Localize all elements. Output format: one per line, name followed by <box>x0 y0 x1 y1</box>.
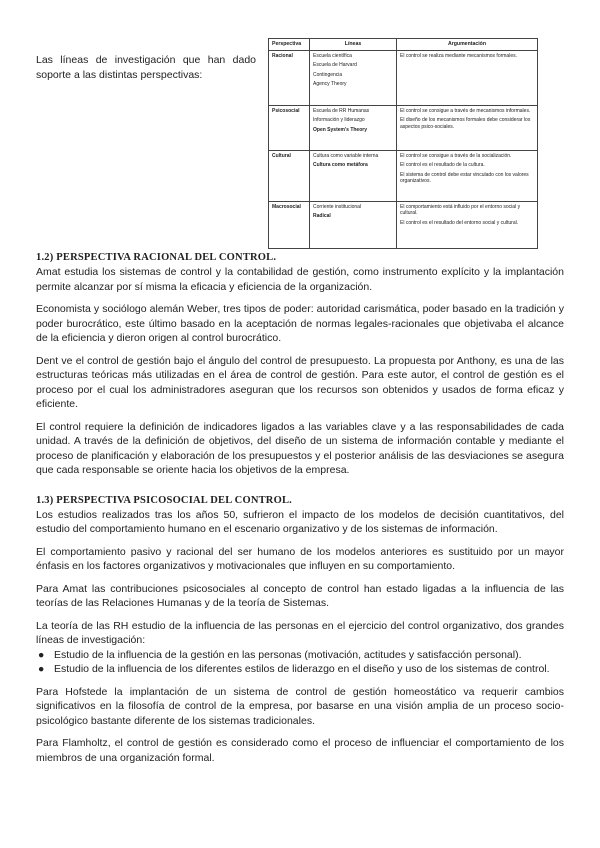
table-header-row <box>269 39 538 51</box>
linea-item: Agency Theory <box>313 81 347 87</box>
cell-lineas <box>310 50 397 105</box>
paragraph: Para Flamholtz, el control de gestión es considerado como el proceso de influenciar el comportamiento de los miembros de una organización formal. <box>36 737 564 764</box>
section-heading-psicosocial: 1.3) PERSPECTIVA PSICOSOCIAL DEL CONTROL. <box>36 494 292 506</box>
intro-text: Las líneas de investigación que han dado soporte a las distintas perspectivas: <box>36 53 256 81</box>
cell-argumentacion <box>397 150 538 201</box>
paragraph: Dent ve el control de gestión bajo el ángulo del control de presupuesto. La propuesta por Anthony, es una de las estructuras teóricas más utilizadas en el área de control de gestión. Para este autor, el control de gestión es el proceso por el cual los administradores aseguran que los recursos son obtenidos y usados de forma eficaz y eficiente. <box>36 354 564 410</box>
cell-argumentacion <box>397 201 538 248</box>
argument-item: El comportamiento está influido por el entorno social y cultural. <box>400 203 521 216</box>
bullet-list <box>36 648 564 677</box>
header-argumentacion: Argumentación <box>397 39 538 51</box>
table-row <box>269 105 538 150</box>
linea-item: Open System's Theory <box>313 126 367 133</box>
bullet-icon: ● <box>38 663 45 675</box>
section-heading-racional: 1.2) PERSPECTIVA RACIONAL DEL CONTROL. <box>36 252 277 263</box>
linea-item: Escuela científica <box>313 52 352 59</box>
linea-item: Cultura como variable interna <box>313 152 379 159</box>
argument-item: El control se consigue a través de mecanismos informales. <box>400 107 531 114</box>
linea-item: Cultura como metáfora <box>313 162 368 168</box>
linea-item: Radical <box>313 213 331 219</box>
cell-perspectiva: Racional <box>269 50 310 105</box>
paragraph: El control requiere la definición de indicadores ligados a las variables clave y a las responsabilidades de cada unidad. A través de la definición de objetivos, del diseño de un sistema de información contable y mediante el proceso de planificación y elaboración de los presupuestos y el posterior análisis de las desviaciones se asegura que cada responsable se oriente hacia los objetivos de la empresa. <box>36 420 564 476</box>
cell-lineas <box>310 201 397 248</box>
header-perspectiva: Perspectiva <box>269 39 310 51</box>
paragraph: Para Amat las contribuciones psicosociales al concepto de control han estado ligadas a la influencia de las teorías de las Relaciones Humanas y de la teoría de Sistemas. <box>36 582 564 609</box>
list-item <box>36 648 564 663</box>
cell-argumentacion <box>397 50 538 105</box>
argument-item: El control se realiza mediante mecanismos formales. <box>400 52 517 59</box>
cell-lineas <box>310 105 397 150</box>
linea-item: Escuela de RR Humanas <box>313 107 370 114</box>
cell-lineas <box>310 150 397 201</box>
paragraph: La teoría de las RH estudio de la influencia de las personas en el ejercicio del control organizativo, dos grandes líneas de investigación: <box>36 619 564 646</box>
research-lines-table <box>268 38 538 249</box>
argument-item: El control es el resultado del entorno social y cultural. <box>400 219 519 226</box>
linea-item: Escuela de Harvard <box>313 62 357 68</box>
paragraph: Amat estudia los sistemas de control y la contabilidad de gestión, como instrumento explícito y la implantación permite alcanzar por sí misma la eficacia y eficiencia de la organización. <box>36 266 564 293</box>
paragraph: El comportamiento pasivo y racional del ser humano de los modelos anteriores es sustituido por un mayor énfasis en los factores organizativos y motivacionales que influyen en su comportamiento. <box>36 545 564 572</box>
argument-item: El diseño de los mecanismos formales debe considerar los aspectos psico-sociales. <box>400 117 531 130</box>
cell-argumentacion <box>397 105 538 150</box>
linea-item: Contingencia <box>313 71 343 78</box>
paragraph: Los estudios realizados tras los años 50, sufrieron el impacto de los modelos de decisión cuantitativos, del estudio del comportamiento humano en el escenario organizativo y de los sistemas de información. <box>36 508 564 535</box>
table-row <box>269 150 538 201</box>
bullet-icon: ● <box>38 648 45 661</box>
list-item-text: Estudio de la influencia de los diferentes estilos de liderazgo en el diseño y uso de los sistemas de control. <box>54 663 550 675</box>
header-lineas: Líneas <box>310 39 397 51</box>
cell-perspectiva: Macrosocial <box>269 201 310 248</box>
table-row <box>269 50 538 105</box>
table-row <box>269 201 538 248</box>
cell-perspectiva: Cultural <box>269 150 310 201</box>
argument-item: El control es el resultado de la cultura. <box>400 162 485 168</box>
paragraph: Economista y sociólogo alemán Weber, tres tipos de poder: autoridad carismática, poder basado en la tradición y poder burocrático, este último basado en la aceptación de normas legales-racionales que objetivaba el alcance de la eficiencia y dieron origen al control burocrático. <box>36 303 564 344</box>
linea-item: Información y liderazgo <box>313 117 365 123</box>
linea-item: Corriente institucional <box>313 203 362 210</box>
paragraph: Para Hofstede la implantación de un sistema de control de gestión homeostático va requerir cambios significativos en la filosofía de control de la empresa, por basarse en una visión amplia de un proceso socio-psicológico bastante diferente de los sistemas tradicionales. <box>36 685 564 727</box>
argument-item: El sistema de control debe estar vinculado con los valores organizativos. <box>400 171 529 184</box>
argument-item: El control se consigue a través de la socialización. <box>400 152 512 159</box>
list-item-text: Estudio de la influencia de la gestión en las personas (motivación, actitudes y satisfacción personal). <box>54 648 522 661</box>
cell-perspectiva: Psicosocial <box>269 105 310 150</box>
list-item <box>36 662 564 677</box>
main-content <box>36 251 564 765</box>
